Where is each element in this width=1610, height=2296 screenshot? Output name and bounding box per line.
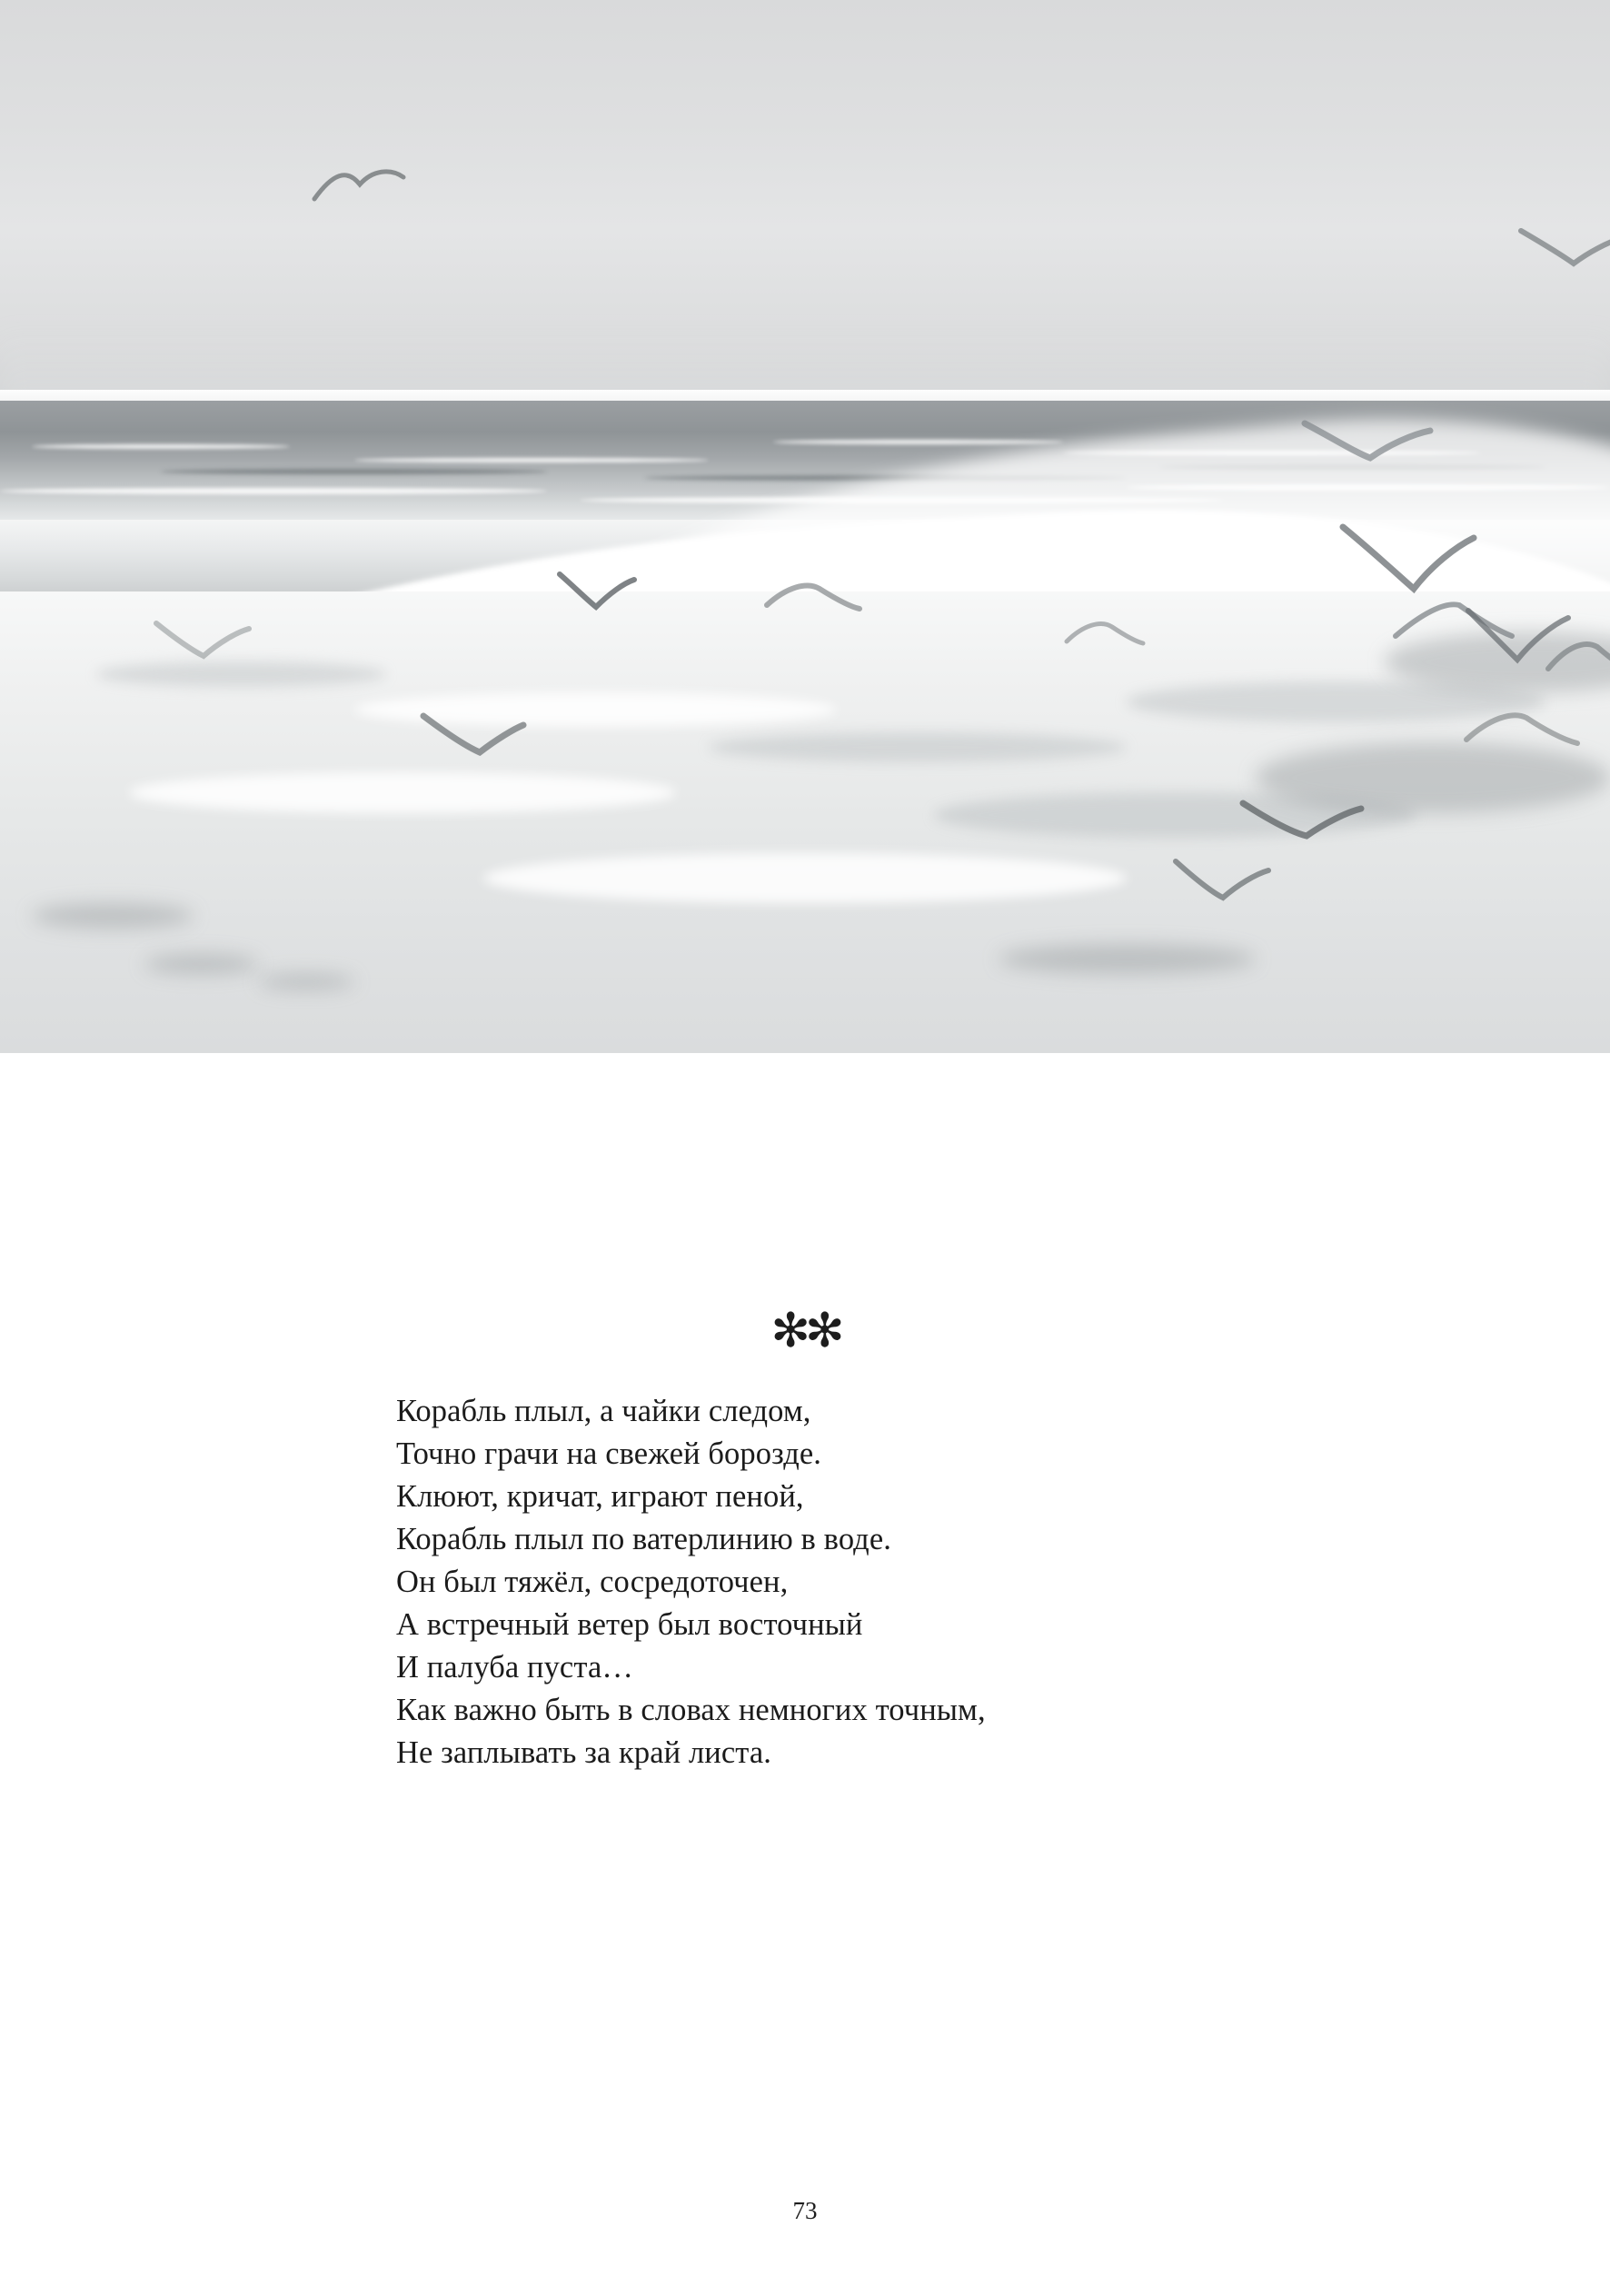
- seagull-icon: [309, 159, 409, 214]
- seagull-icon: [1517, 218, 1610, 282]
- photo-shore-shadow: [999, 944, 1257, 974]
- poem: [396, 1390, 1305, 1774]
- poem-line: Точно грачи на свежей борозде.: [396, 1436, 821, 1471]
- photo-block: [0, 0, 1610, 1095]
- photo-snow-texture: [709, 732, 1128, 762]
- photo-shore-shadow: [144, 954, 257, 974]
- seagull-icon: [1545, 627, 1610, 691]
- photo-shore-shadow: [258, 974, 354, 989]
- photo-shore-shadow: [32, 903, 193, 929]
- seagull-icon: [763, 572, 863, 627]
- poem-line: Корабль плыл, а чайки следом,: [396, 1394, 811, 1428]
- seagull-icon: [1172, 845, 1272, 909]
- seagull-icon: [418, 700, 527, 763]
- seagull-icon: [1063, 611, 1145, 661]
- photo-torn-edge: [0, 1053, 1610, 1095]
- seagull-icon: [1463, 700, 1581, 767]
- poem-line: Корабль плыл по ватерлинию в воде.: [396, 1522, 891, 1556]
- seagull-icon: [1237, 783, 1365, 852]
- seagulls-winter-beach-photo: [0, 0, 1610, 1095]
- poem-line: И палуба пуста…: [396, 1650, 633, 1685]
- poem-line: Клюют, кричат, играют пеной,: [396, 1479, 804, 1514]
- section-ornament: ✻✻: [770, 1306, 840, 1357]
- seagull-icon: [153, 611, 253, 667]
- seagull-icon: [556, 563, 638, 618]
- poem-line: Как важно быть в словах немногих точным,: [396, 1693, 986, 1727]
- seagull-icon: [1299, 400, 1436, 482]
- photo-snow-texture: [483, 853, 1128, 903]
- poem-line: А встречный ветер был восточный: [396, 1607, 863, 1642]
- poem-line: Он был тяжёл, сосредоточен,: [396, 1565, 789, 1599]
- page-number: 73: [792, 2197, 818, 2224]
- photo-snow-texture: [129, 772, 676, 812]
- photo-wave: [354, 458, 709, 462]
- photo-wave-shadow: [161, 469, 547, 474]
- poem-line: Не заплывать за край листа.: [396, 1735, 771, 1770]
- page-body: [0, 1095, 1610, 2296]
